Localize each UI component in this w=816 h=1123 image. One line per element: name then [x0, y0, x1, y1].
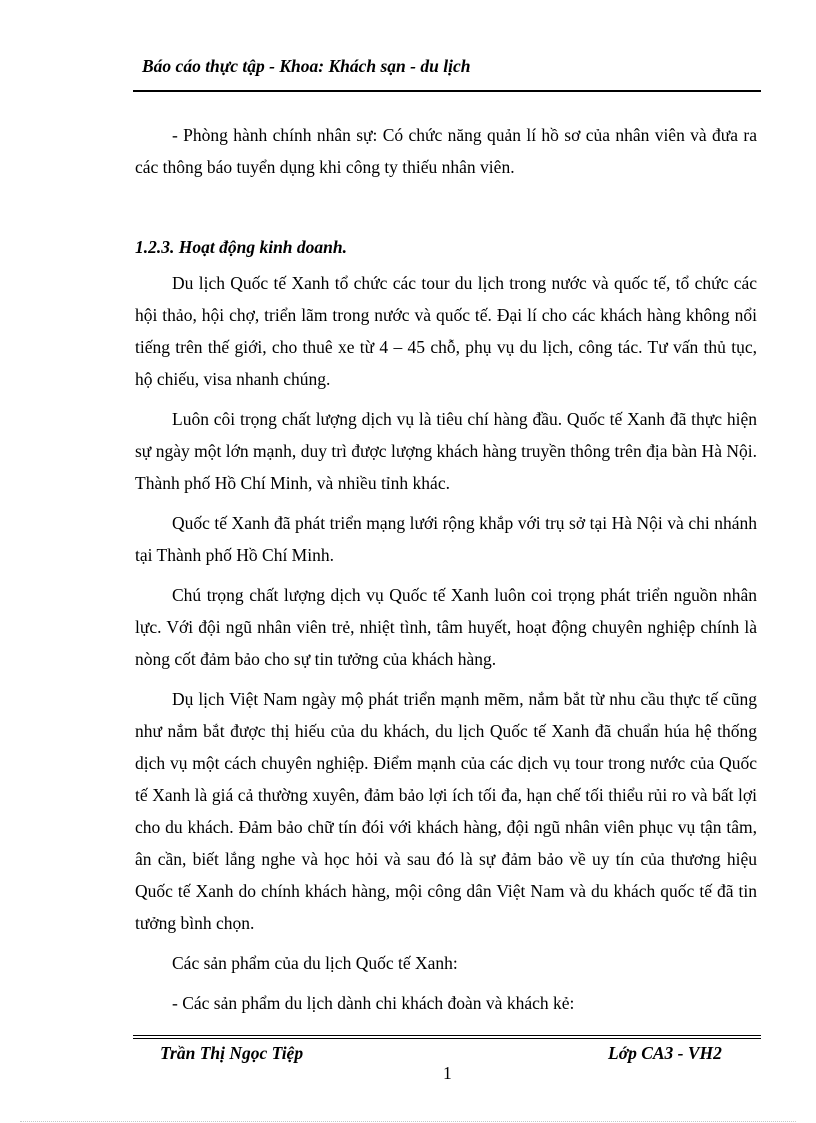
footer-author: Trần Thị Ngọc Tiệp — [160, 1043, 304, 1063]
body-paragraph: Luôn côi trọng chất lượng dịch vụ là tiêu chí hàng đầu. Quốc tế Xanh đã thực hiện sự ngày một lớn mạnh, duy trì được lượng khách hàng truyền thông trên địa bàn Hà Nội. Thành phố Hồ Chí Minh, và nhiều tỉnh khác. — [135, 409, 757, 493]
body-paragraph: Du lịch Quốc tế Xanh tổ chức các tour du lịch trong nước và quốc tế, tổ chức các hội thảo, hội chợ, triển lãm trong nước và quốc tế. Đại lí cho các khách hàng không nổi tiếng trên thế giới, cho thuê xe từ 4 – 45 chỗ, phụ vụ du lịch, công tác. Tư vấn thủ tục, hộ chiếu, visa nhanh chúng. — [135, 273, 757, 389]
body-paragraph: - Các sản phẩm du lịch dành chi khách đoàn và khách kẻ: — [172, 993, 575, 1013]
body-paragraph: Chú trọng chất lượng dịch vụ Quốc tế Xanh luôn coi trọng phát triển nguồn nhân lực. Với đội ngũ nhân viên trẻ, nhiệt tình, tâm huyết, hoạt động chuyên nghiệp chính là nòng cốt đảm bảo cho sự tin tưởng của khách hàng. — [135, 585, 757, 669]
body-paragraph: Quốc tế Xanh đã phát triển mạng lưới rộng khắp với trụ sở tại Hà Nội và chi nhánh tại Thành phố Hồ Chí Minh. — [135, 513, 757, 565]
body-paragraph: Các sản phẩm của du lịch Quốc tế Xanh: — [172, 953, 458, 973]
intro-paragraph: - Phòng hành chính nhân sự: Có chức năng quản lí hồ sơ của nhân viên và đưa ra các thông báo tuyển dụng khi công ty thiếu nhân viên. — [135, 125, 757, 177]
body-paragraph: Dụ lịch Việt Nam ngày mộ phát triển mạnh mẽm, nắm bắt từ nhu cầu thực tế cũng như nắm bắt được thị hiếu của du khách, du lịch Quốc tế Xanh đã chuẩn húa hệ thống dịch vụ một cách chuyên nghiệp. Điểm mạnh của các dịch vụ tour trong nước của Quốc tế Xanh là giá cả thường xuyên, đảm bảo lợi ích tối đa, hạn chế tối thiểu rủi ro và bất lợi cho du khách. Đảm bảo chữ tín đói với khách hàng, đội ngũ nhân viên phục vụ tận tâm, ân cần, biết lắng nghe và học hỏi và sau đó là sự đảm bảo về uy tín của thương hiệu Quốc tế Xanh do chính khách hàng, mội công dân Việt Nam và du khách quốc tế đã tin tưởng bình chọn. — [135, 689, 757, 933]
page-edge-divider — [20, 1121, 796, 1122]
page-number: 1 — [443, 1063, 452, 1083]
header-divider — [133, 90, 761, 92]
section-heading: 1.2.3. Hoạt động kinh doanh. — [135, 237, 347, 257]
footer-class-label: Lớp CA3 - VH2 — [608, 1043, 722, 1063]
page-content — [135, 119, 757, 1027]
header-title: Báo cáo thực tập - Khoa: Khách sạn - du lịch — [142, 56, 471, 76]
footer-divider — [133, 1035, 761, 1039]
